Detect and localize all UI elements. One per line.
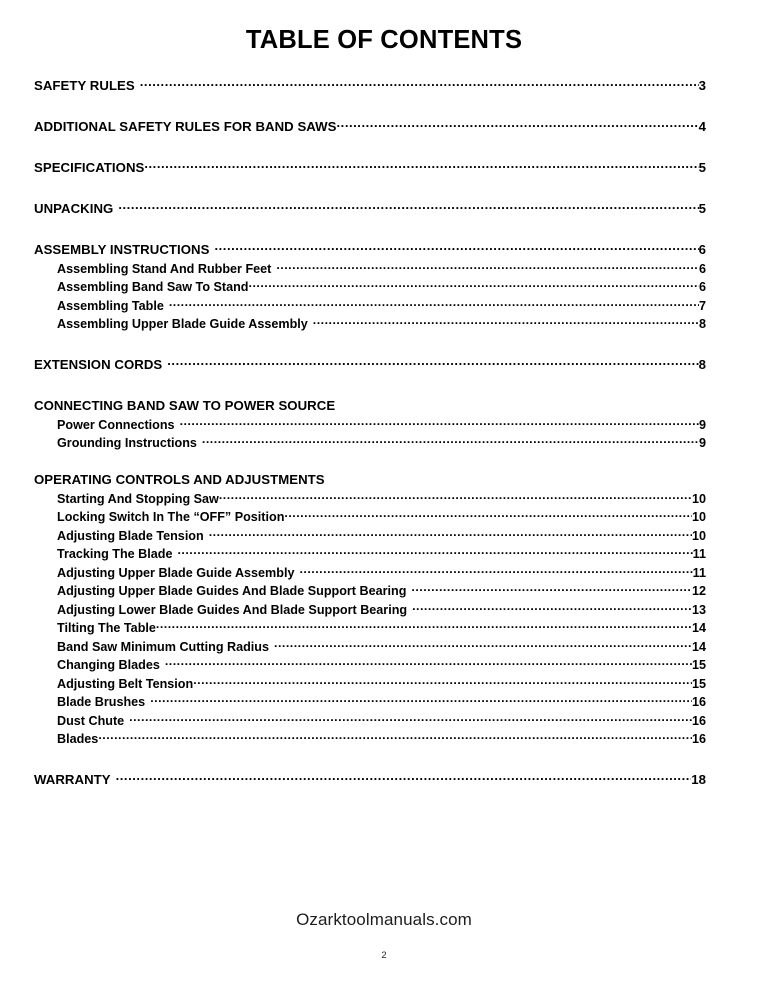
- toc-entry-label: Blade Brushes: [57, 695, 146, 710]
- toc-entry[interactable]: [34, 260, 706, 279]
- toc-entry-label: Assembling Band Saw To Stand: [57, 280, 249, 295]
- toc-entry[interactable]: [34, 764, 706, 790]
- toc-group-spacer: [34, 375, 706, 390]
- toc-entry-page-number: 16: [691, 695, 706, 710]
- toc-entry[interactable]: [34, 349, 706, 375]
- toc-entry-page-number: 4: [698, 119, 706, 135]
- toc-dot-leader: [337, 118, 699, 131]
- toc-entry[interactable]: [34, 601, 706, 620]
- toc-entry-label: WARRANTY: [34, 772, 111, 788]
- toc-entry-page-number: 14: [691, 639, 706, 654]
- toc-entry-label: UNPACKING: [34, 201, 114, 217]
- toc-entry-label: EXTENSION CORDS: [34, 357, 163, 373]
- toc-dot-leader: [284, 509, 692, 522]
- toc-entry[interactable]: [34, 70, 706, 96]
- toc-dot-leader: [325, 471, 706, 484]
- toc-group-spacer: [34, 334, 706, 349]
- toc-entry-label: Adjusting Upper Blade Guide Assembly: [57, 565, 295, 580]
- toc-entry-label: Starting And Stopping Saw: [57, 491, 219, 506]
- toc-entry[interactable]: [34, 279, 706, 298]
- toc-entry-label: Adjusting Blade Tension: [57, 528, 204, 543]
- toc-group-spacer: [34, 96, 706, 111]
- toc-entry[interactable]: [34, 464, 706, 490]
- page-title: TABLE OF CONTENTS: [245, 26, 523, 54]
- toc-group-spacer: [34, 219, 706, 234]
- toc-entry-page-number: 10: [691, 491, 706, 506]
- toc-entry-label: Band Saw Minimum Cutting Radius: [57, 639, 269, 654]
- toc-entry[interactable]: [34, 316, 706, 335]
- toc-entry-page-number: 9: [698, 436, 706, 451]
- toc-dot-leader: [116, 771, 692, 784]
- toc-entry-page-number: 13: [691, 602, 706, 617]
- toc-dot-leader: [180, 416, 699, 429]
- toc-entry-page-number: 11: [692, 565, 706, 580]
- toc-entry-page-number: 15: [691, 658, 706, 673]
- toc-dot-leader: [165, 657, 692, 670]
- toc-dot-leader: [144, 159, 698, 172]
- toc-entry[interactable]: [34, 620, 706, 639]
- toc-entry-label: SAFETY RULES: [34, 78, 135, 94]
- toc-entry-page-number: 16: [691, 732, 706, 747]
- toc-entry[interactable]: [34, 564, 706, 583]
- toc-entry-page-number: 8: [698, 317, 706, 332]
- toc-dot-leader: [411, 583, 692, 596]
- footer-site-name: Ozarktoolmanuals.com: [296, 910, 472, 929]
- toc-entry[interactable]: [34, 390, 706, 416]
- toc-group-spacer: [34, 453, 706, 464]
- toc-entry-label: Assembling Stand And Rubber Feet: [57, 261, 272, 276]
- toc-entry[interactable]: [34, 297, 706, 316]
- toc-entry-page-number: 6: [698, 261, 706, 276]
- toc-entry-label: Adjusting Lower Blade Guides And Blade Support Bearing: [57, 602, 408, 617]
- toc-dot-leader: [209, 527, 692, 540]
- toc-dot-leader: [299, 564, 692, 577]
- toc-entry-page-number: 16: [691, 713, 706, 728]
- toc-entry-label: Adjusting Upper Blade Guides And Blade Support Bearing: [57, 584, 407, 599]
- toc-entry-label: Adjusting Belt Tension: [57, 676, 194, 691]
- toc-entry-page-number: 18: [691, 772, 706, 788]
- table-of-contents: [34, 70, 706, 790]
- toc-entry-label: SPECIFICATIONS: [34, 160, 145, 176]
- toc-entry[interactable]: [34, 731, 706, 750]
- toc-dot-leader: [313, 316, 699, 329]
- toc-entry[interactable]: [34, 193, 706, 219]
- toc-entry[interactable]: [34, 152, 706, 178]
- toc-entry[interactable]: [34, 509, 706, 528]
- toc-entry-label: ADDITIONAL SAFETY RULES FOR BAND SAWS: [34, 119, 337, 135]
- toc-entry[interactable]: [34, 527, 706, 546]
- toc-entry[interactable]: [34, 490, 706, 509]
- toc-dot-leader: [167, 356, 698, 369]
- toc-entry-page-number: 10: [691, 528, 706, 543]
- toc-entry[interactable]: [34, 435, 706, 454]
- toc-dot-leader: [140, 77, 699, 90]
- toc-dot-leader: [214, 241, 698, 254]
- toc-dot-leader: [276, 260, 699, 273]
- toc-entry-label: OPERATING CONTROLS AND ADJUSTMENTS: [34, 472, 325, 488]
- toc-dot-leader: [169, 297, 699, 310]
- toc-dot-leader: [193, 675, 692, 688]
- toc-entry-label: Blades: [57, 732, 99, 747]
- toc-entry-page-number: 5: [698, 160, 706, 176]
- toc-group-spacer: [34, 749, 706, 764]
- toc-dot-leader: [202, 435, 699, 448]
- toc-group-spacer: [34, 137, 706, 152]
- toc-entry[interactable]: [34, 675, 706, 694]
- toc-entry[interactable]: [34, 234, 706, 260]
- toc-group-spacer: [34, 178, 706, 193]
- toc-dot-leader: [177, 546, 692, 559]
- toc-entry-page-number: 6: [698, 280, 706, 295]
- toc-dot-leader: [98, 731, 692, 744]
- toc-dot-leader: [335, 397, 706, 410]
- toc-entry-label: CONNECTING BAND SAW TO POWER SOURCE: [34, 398, 336, 414]
- toc-entry-label: Dust Chute: [57, 713, 125, 728]
- toc-entry[interactable]: [34, 416, 706, 435]
- toc-dot-leader: [118, 200, 698, 213]
- toc-entry-page-number: 12: [691, 584, 706, 599]
- toc-entry-page-number: 7: [698, 298, 706, 313]
- toc-dot-leader: [156, 620, 692, 633]
- toc-entry-label: Tilting The Table: [57, 621, 156, 636]
- toc-entry[interactable]: [34, 583, 706, 602]
- toc-entry-label: ASSEMBLY INSTRUCTIONS: [34, 242, 210, 258]
- toc-entry[interactable]: [34, 111, 706, 137]
- toc-entry[interactable]: [34, 657, 706, 676]
- toc-entry-label: Power Connections: [57, 417, 175, 432]
- toc-entry-label: Locking Switch In The “OFF” Position: [57, 510, 285, 525]
- toc-entry-label: Assembling Upper Blade Guide Assembly: [57, 317, 308, 332]
- toc-entry-page-number: 9: [698, 417, 706, 432]
- toc-entry-page-number: 11: [692, 547, 706, 562]
- toc-dot-leader: [274, 638, 692, 651]
- toc-entry-label: Assembling Table: [57, 298, 164, 313]
- toc-entry-page-number: 3: [698, 78, 706, 94]
- toc-dot-leader: [219, 490, 692, 503]
- toc-entry-page-number: 6: [698, 242, 706, 258]
- toc-entry-page-number: 8: [698, 357, 706, 373]
- toc-entry[interactable]: [34, 546, 706, 565]
- toc-entry-label: Changing Blades: [57, 658, 160, 673]
- toc-dot-leader: [412, 601, 692, 614]
- toc-entry-label: Tracking The Blade: [57, 547, 173, 562]
- toc-entry[interactable]: [34, 638, 706, 657]
- toc-dot-leader: [249, 279, 699, 292]
- toc-entry[interactable]: [34, 694, 706, 713]
- toc-entry-page-number: 14: [691, 621, 706, 636]
- toc-entry-label: Grounding Instructions: [57, 436, 197, 451]
- toc-entry-page-number: 5: [698, 201, 706, 217]
- toc-entry-page-number: 10: [691, 510, 706, 525]
- toc-dot-leader: [150, 694, 692, 707]
- toc-entry-page-number: 15: [691, 676, 706, 691]
- toc-dot-leader: [129, 712, 692, 725]
- toc-entry[interactable]: [34, 712, 706, 731]
- footer-page-number: 2: [381, 950, 387, 961]
